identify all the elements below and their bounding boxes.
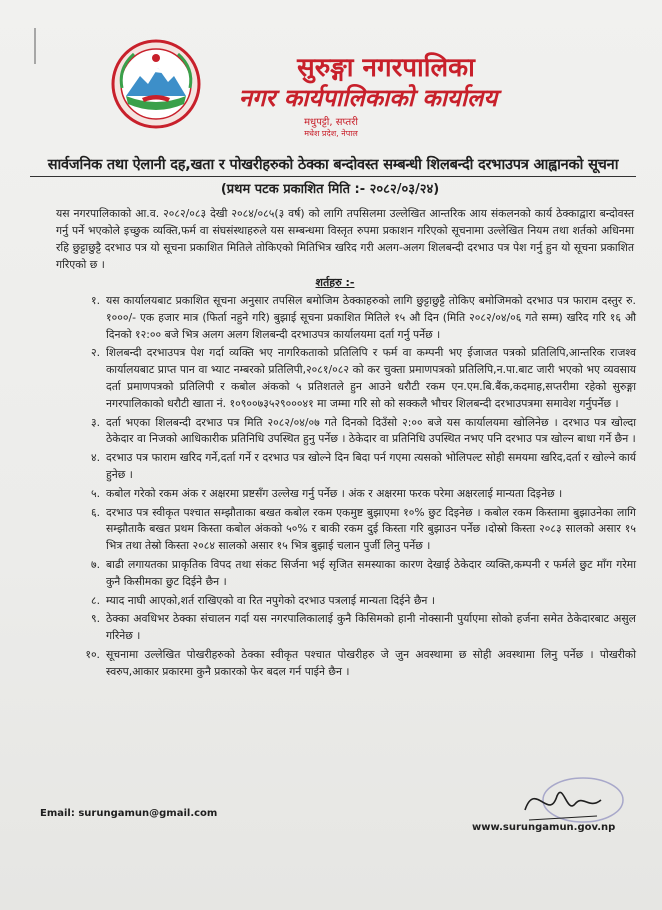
term-item: [76, 557, 636, 591]
term-text: बाढी लगायतका प्राकृतिक विपद तथा संकट सिर्जना भई सृजित समस्याका कारण देखाई ठेकेदार व्यक्ति,कम्पनी र फर्मले छुट माँग गरेमा कुनै किसीमका छुट दिईने छैन ।: [106, 557, 636, 588]
title-underline: [30, 176, 636, 177]
notice-subtitle: (प्रथम पटक प्रकाशित मिति :- २०८२/०३/२४): [220, 182, 440, 197]
term-item: [76, 293, 636, 343]
term-number: ९.: [90, 612, 100, 626]
terms-heading: शर्तहरु :-: [315, 276, 355, 289]
term-text: म्याद नाघी आएको,शर्त राखिएको वा रित नपुगेको दरभाउ पत्रलाई मान्यता दिईने छैन ।: [106, 593, 435, 607]
intro-paragraph: यस नगरपालिकाको आ.व. २०८२/०८३ देखी २०८४/०८५(३ वर्ष) को लागि तपसिलमा उल्लेखित आन्तरिक आय संकलनको कार्य ठेक्काद्वारा बन्दोवस्त गर्नु पर्ने भएकोले इच्छुक व्यक्ति,फर्म वा संघसंस्थाहरुले यस सम्बन्धमा विस्तृत रुपमा प्रकाशन गरिएको सूचनामा उल्लेखित नियम तथा शर्तको अधिनमा रहि छुट्टाछुट्टै दरभाउ पत्र यो सूचना प्रकाशित मितिले तोकिएको मितिभित्र खरिद गरी अलग-अलग शिलबन्दी दरभाउ पत्र पेश गर्नु हुन यो सूचना प्रकाशित गरिएको छ ।: [56, 207, 634, 271]
term-text: दरभाउ पत्र स्वीकृत पश्चात सम्झौताका बखत कबोल रकम एकमुष्ट बुझाएमा १०% छुट दिइनेछ । कबोल रकम किस्तामा बुझाउनेका लागि सम्झौताकै बखत प्रथम किस्ता कबोल अंकको ५०% र बाकी रकम दुई किस्ता गरि बुझाउन पर्नेछ ।दोस्रो किस्ता २०८३ सालको असार १५ भित्र तथा तेस्रो किस्ता २०८४ सालको असार १५ भित्र बुझाई चलान पुर्जी लिनु पर्नेछ ।: [106, 505, 636, 553]
term-item: [76, 505, 636, 555]
office-name: नगर कार्यपालिकाको कार्यालय: [238, 83, 498, 112]
term-number: ७.: [90, 557, 100, 571]
term-text: दर्ता भएका शिलबन्दी दरभाउ पत्र मिति २०८२/०४/०७ गते दिनको दिउँसो २:०० बजे यस कार्यालयमा खोलिनेछ । दरभाउ पत्र खोल्दा ठेकेदार वा निजको आधिकारीक प्रतिनिधि उपस्थित हुनु पर्नेछ । ठेकेदार वा प्रतिनिधि उपस्थित नभए पनि दरभाउ पत्र खोल्न बाधा गर्ने छैन ।: [106, 415, 636, 446]
term-item: [76, 415, 636, 449]
term-item: [76, 611, 636, 645]
page-edge-mark: [34, 28, 36, 64]
term-number: ५.: [90, 486, 100, 500]
office-location: मधुपट्टी, सप्तरी: [304, 117, 358, 128]
term-text: ठेक्का अवधिभर ठेक्का संचालन गर्दा यस नगरपालिकालाई कुनै किसिमको हानी नोक्सानी पुर्याएमा सोको हर्जना समेत ठेकेदारबाट असुल गरिनेछ ।: [106, 612, 636, 643]
website-link[interactable]: www.surungamun.gov.np: [472, 822, 616, 833]
term-text: शिलबन्दी दरभाउपत्र पेश गर्दा व्यक्ति भए नागरिकताको प्रतिलिपि र फर्म वा कम्पनी भए ईजाजत पत्रको प्रतिलिपि,आन्तरिक राजश्व कार्यालयबाट प्राप्त पान वा भ्याट नम्बरको प्रतिलिपी,२०८१/०८२ को कर चुक्ता प्रमाणपत्रको प्रतिलिपि,न.पा.बाट जारी भएको भए व्यवसाय दर्ता प्रमाणपत्रको प्रतिलिपी र कबोल अंकको ५ प्रतिशतले हुन आउने धरौटी रकम एन.एम.बि.बैंक,कदमाह,सप्तरीमा रहेको सुरुङ्गा नगरपालिकाको धरौटी खाता नं. १०९००७३५२९०००४१ मा जम्मा गरि सो को सक्कलै भौचर शिलबन्दी दरभाउपत्रमा समावेश गर्नुपर्नेछ ।: [106, 346, 636, 410]
term-text: दरभाउ पत्र फाराम खरिद गर्ने,दर्ता गर्ने र दरभाउ पत्र खोल्ने दिन बिदा पर्न गएमा त्यसको भोलिपल्ट सोही समयमा खरिद,दर्ता र खोल्ने कार्य हुनेछ ।: [106, 451, 636, 481]
term-number: ४.: [90, 451, 100, 465]
term-item: [76, 450, 636, 484]
municipality-emblem-icon: [110, 38, 202, 130]
org-name: सुरुङ्गा नगरपालिका: [297, 53, 475, 83]
contact-email[interactable]: Email: surungamun@gmail.com: [40, 808, 218, 819]
term-item: [76, 486, 636, 503]
term-text: कबोल गरेको रकम अंक र अक्षरमा प्रष्टसँग उल्लेख गर्नु पर्नेछ । अंक र अक्षरमा फरक परेमा अक्षरलाई मान्यता दिइनेछ ।: [106, 486, 563, 500]
term-text: यस कार्यालयबाट प्रकाशित सूचना अनुसार तपसिल बमोजिम ठेक्काहरुको लागि छुट्टाछुट्टै तोकिए बमोजिमको दरभाउ पत्र फाराम दस्तुर रु. १०००/- एक हजार मात्र (फिर्ता नहुने गरि) बुझाई सूचना प्रकाशित मितिले १५ औ दिन (मिति २०८२/०४/०६ गते सम्म) खरिद गरि १६ औ दिनको १२:०० बजे भित्र अलग अलग शिलबन्दी दरभाउपत्र कार्यालयमा दर्ता गर्नु पर्नेछ ।: [106, 294, 636, 341]
terms-list: [76, 293, 636, 683]
term-number: १०.: [85, 647, 100, 661]
office-province: मधेश प्रदेश, नेपाल: [304, 129, 358, 138]
term-number: २.: [90, 346, 100, 360]
term-item: [76, 345, 636, 412]
notice-title: सार्वजनिक तथा ऐलानी दह,खता र पोखरीहरुको ठेक्का बन्दोवस्त सम्बन्धी शिलबन्दी दरभाउपत्र आह्वानको सूचना: [47, 157, 619, 173]
term-number: ६.: [90, 505, 100, 519]
term-number: ३.: [90, 415, 100, 429]
term-number: १.: [90, 294, 100, 307]
term-item: [76, 593, 636, 610]
term-number: ८.: [90, 593, 100, 607]
term-item: [52, 647, 636, 681]
term-text: सूचनामा उल्लेखित पोखरीहरुको ठेक्का स्वीकृत पश्चात पोखरीहरु जे जुन अवस्थामा छ सोही अवस्थामा लिनु पर्नेछ । पोखरीको स्वरुप,आकार प्रकारमा कुनै प्रकारको फेर बदल गर्न पाईने छैन ।: [106, 647, 636, 678]
